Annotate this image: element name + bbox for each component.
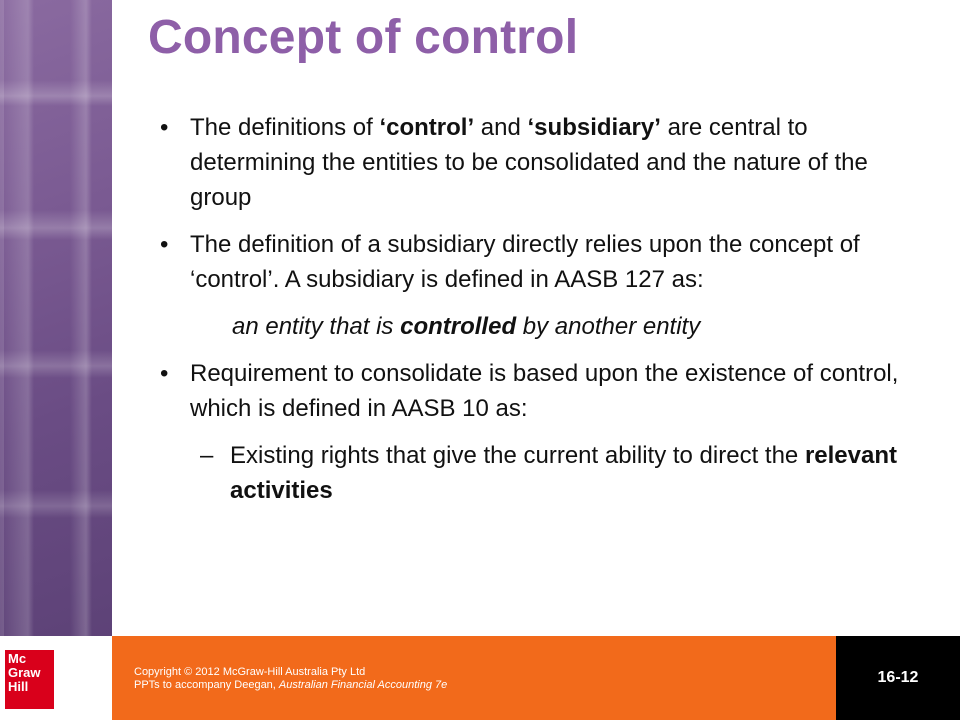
bullet-mark: • (160, 231, 169, 258)
quote-text: an entity that is (232, 313, 401, 340)
bullet-text: The definitions of (190, 114, 380, 141)
mcgraw-hill-logo (5, 650, 54, 709)
bullet-text: and (474, 114, 528, 141)
bullet-text: are central to determining the entities to be consolidated and the nature of the group (190, 114, 868, 211)
bullet-definitions (160, 110, 900, 215)
quote-text: by another entity (516, 313, 701, 340)
slide-content (160, 110, 900, 520)
quoted-definition (160, 309, 900, 344)
dash-mark: – (200, 442, 214, 469)
bold-term-subsidiary: ‘subsidiary’ (527, 114, 661, 141)
bold-term-relevant-activities: relevant activities (230, 442, 898, 504)
copyright-prefix: PPTs to accompany Deegan, (134, 679, 279, 691)
bullet-requirement (160, 356, 900, 426)
footer-logo-area (0, 636, 112, 720)
logo-line: Graw (8, 665, 41, 680)
copyright-text (134, 666, 447, 692)
footer-copyright-bar (112, 636, 836, 720)
bold-term-controlled: controlled (400, 313, 517, 340)
page-number: 16-12 (877, 669, 919, 686)
bullet-subsidiary-definition (160, 227, 900, 297)
sub-bullet-text: Existing rights that give the current ability to direct the (230, 442, 805, 469)
bold-term-control: ‘control’ (379, 114, 475, 141)
copyright-line (134, 679, 447, 692)
footer (0, 636, 960, 720)
slide-title: Concept of control (148, 11, 579, 64)
sub-bullet-existing-rights (160, 438, 900, 508)
bullet-text: Requirement to consolidate is based upon the existence of control, which is defined in AASB 10 as: (190, 360, 899, 422)
bullet-mark: • (160, 114, 169, 141)
bullet-text: The definition of a subsidiary directly relies upon the concept of ‘control’. A subsidiary is defined in AASB 127 as: (190, 231, 860, 293)
strip-edge (0, 0, 4, 636)
page-number-box (836, 636, 960, 720)
logo-line: Hill (8, 679, 29, 694)
logo-line: Mc (8, 651, 27, 666)
bullet-mark: • (160, 360, 169, 387)
book-title: Australian Financial Accounting 7e (278, 679, 448, 691)
copyright-line: Copyright © 2012 McGraw-Hill Australia Pty Ltd (134, 666, 366, 678)
decorative-side-image (0, 0, 112, 636)
